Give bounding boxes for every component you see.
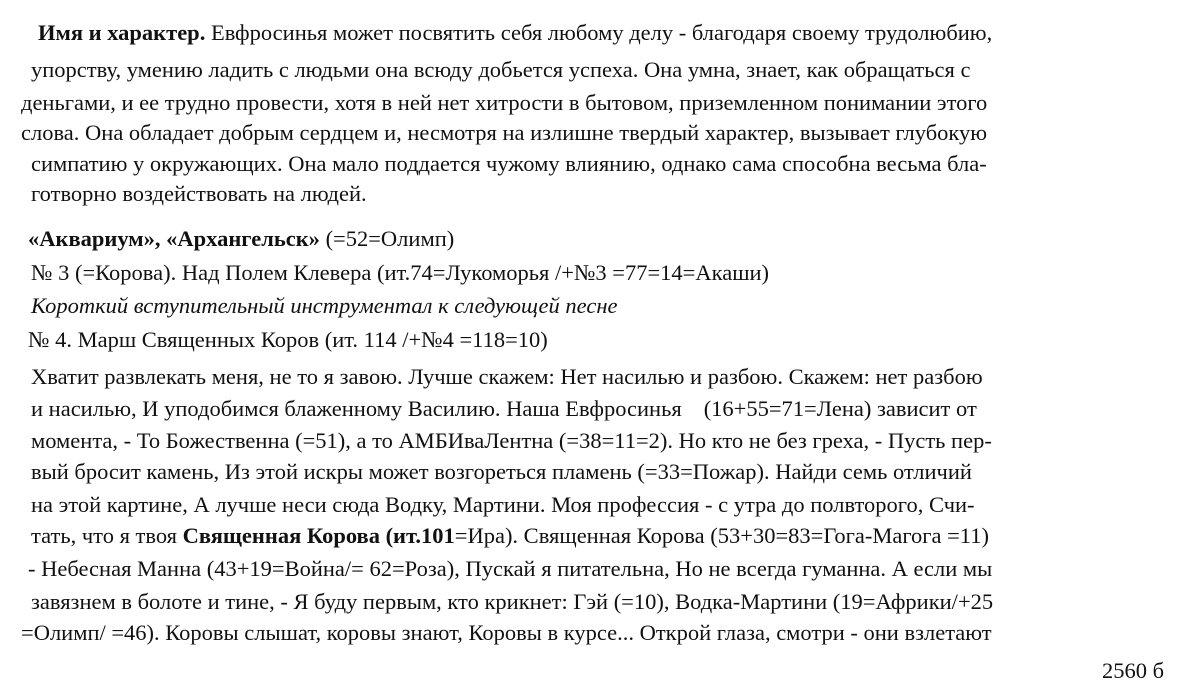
lyrics-line-1: Хватит развлекать меня, не то я завою. Лучше скажем: Нет насилью и разбою. Скажем: нет разбою (31, 364, 983, 389)
track-4-title: № 4. Марш Священных Коров (ит. 114 /+№4 =118=10) (28, 327, 548, 352)
album-title: «Аквариум», «Архангельск» (28, 226, 320, 251)
instrumental-note: Короткий вступительный инструментал к следующей песне (31, 293, 618, 318)
intro-line-6: готворно воздействовать на людей. (31, 181, 367, 206)
lyrics-line-9: =Олимп/ =46). Коровы слышат, коровы знают, Коровы в курсе... Открой глаза, смотри - они взлетают (21, 620, 992, 645)
lyrics-line-3: момента, - То Божественна (=51), а то АМБИваЛентна (=38=11=2). Но кто не без греха, - Пусть пер- (31, 428, 992, 453)
intro-text: Евфросинья может посвятить себя любому делу - благодаря своему трудолюбию, (205, 20, 993, 45)
track-3-title: № 3 (=Корова). Над Полем Клевера (ит.74=Лукоморья /+№3 =77=14=Акаши) (31, 260, 770, 285)
lyrics-line-2 (31, 394, 977, 423)
intro-line-2: упорству, умению ладить с людьми она всюду добьется успеха. Она умна, знает, как обращаться с (31, 57, 971, 82)
intro-line-1 (38, 18, 992, 47)
lyrics-line-7: - Небесная Манна (43+19=Война/= 62=Роза), Пускай я питательна, Но не всегда гуманна. А если мы (28, 556, 993, 581)
lyrics-line-6-part-a: тать, что я твоя (31, 523, 183, 548)
lyrics-line-5: на этой картине, А лучше неси сюда Водку, Мартини. Моя профессия - с утра до полвторого, Счи- (31, 492, 975, 517)
album-note: (=52=Олимп) (319, 226, 455, 251)
intro-line-5: симпатию у окружающих. Она мало поддается чужому влиянию, однако сама способна весьма бла- (31, 151, 987, 176)
lyrics-line-6 (31, 521, 989, 550)
intro-line-4: слова. Она обладает добрым сердцем и, несмотря на излишне твердый характер, вызывает глубокую (21, 120, 988, 145)
lyrics-line-2-part-a: и насилью, И уподобимся блаженному Василию. Наша Евфросинья (31, 396, 682, 421)
intro-heading: Имя и характер. (38, 20, 206, 45)
lyrics-line-4: вый бросит камень, Из этой искры может возгореться пламень (=33=Пожар). Найди семь отличий (31, 459, 972, 484)
album-heading (28, 224, 454, 253)
lyrics-line-6-part-b: =Ира). Священная Корова (53+30=83=Гога-Магога =11) (454, 523, 989, 548)
intro-line-3: деньгами, и ее трудно провести, хотя в ней нет хитрости в бытовом, приземленном понимании этого (21, 90, 988, 115)
lyrics-line-6-bold: Священная Корова (ит.101 (182, 523, 455, 548)
lyrics-line-8: завязнем в болоте и тине, - Я буду первым, кто крикнет: Гэй (=10), Водка-Мартини (19=Африки/+25 (31, 589, 994, 614)
page-number: 2560 б (1102, 658, 1165, 683)
lyrics-line-2-part-b: (16+55=71=Лена) зависит от (703, 396, 977, 421)
